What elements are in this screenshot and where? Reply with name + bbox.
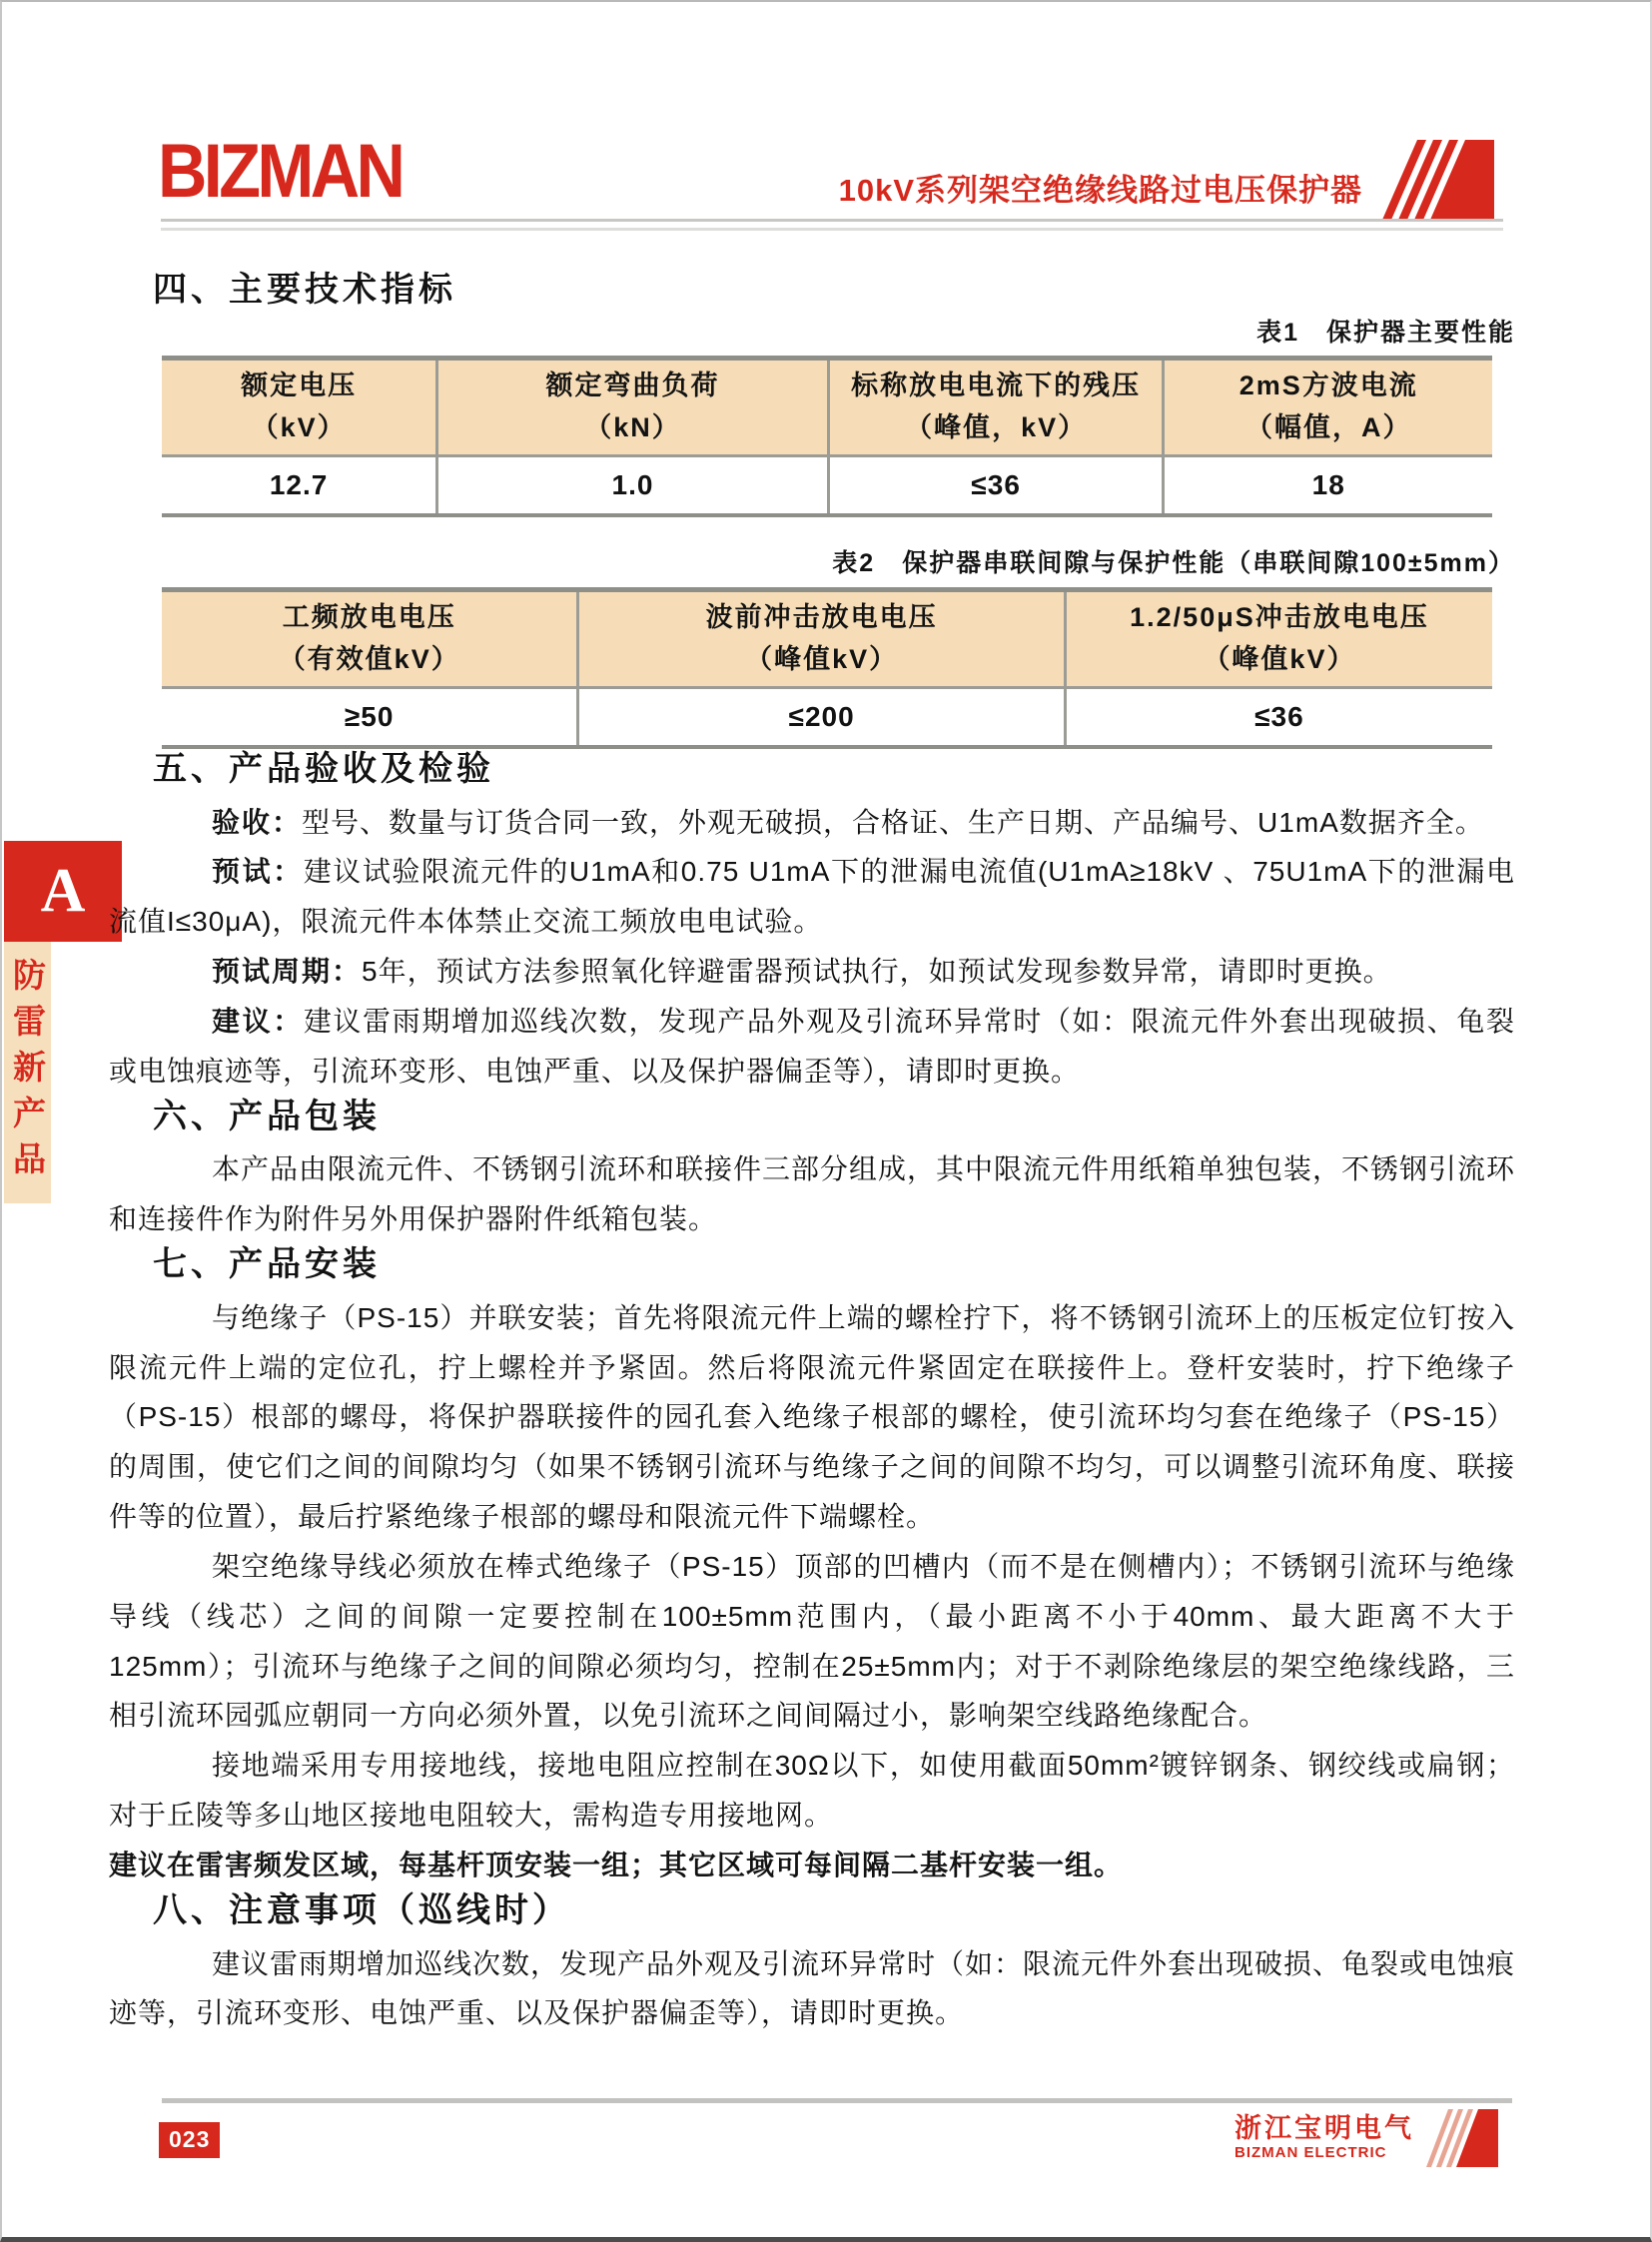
header-stripes-icon [1382, 140, 1494, 220]
table2-gap-performance [162, 587, 1492, 749]
installation-paragraph-1: 与绝缘子（PS-15）并联安装；首先将限流元件上端的螺栓拧下，将不锈钢引流环上的压板定位钉按入限流元件上端的定位孔，拧上螺栓并予紧固。然后将限流元件紧固定在联接件上。登杆安装时，拧下绝缘子（PS-15）根部的螺母，将保护器联接件的园孔套入绝缘子根部的螺栓，使引流环均匀套在绝缘子（PS-15）的周围，使它们之间的间隙均匀（如果不锈钢引流环与绝缘子之间的间隙不均匀，可以调整引流环角度、联接件等的位置），最后拧紧绝缘子根部的螺母和限流元件下端螺栓。 [109, 1301, 1515, 1533]
installation-paragraph-2: 架空绝缘导线必须放在棒式绝缘子（PS-15）顶部的凹槽内（而不是在侧槽内）；不锈钢引流环与绝缘导线（线芯）之间的间隙一定要控制在100±5mm范围内，（最小距离不小于40mm、最大距离不大于125mm）；引流环与绝缘子之间的间隙必须均匀，控制在25±5mm内；对于不剥除绝缘层的架空绝缘线路，三相引流环园弧应朝同一方向必须外置，以免引流环之间间隔过小，影响架空线路绝缘配合。 [109, 1550, 1515, 1732]
footer-stripes-icon [1426, 2109, 1498, 2167]
footer-divider-line [162, 2098, 1512, 2103]
table2-value-impulse-discharge: ≤36 [1065, 687, 1492, 747]
table1-col-bending-load: 额定弯曲负荷 （kN） [437, 359, 829, 456]
sidebar-tab [4, 841, 122, 1203]
pretest-cycle-paragraph: 预试周期：5年，预试方法参照氧化锌避雷器预试执行，如预试发现参数异常，请即时更换。 [212, 956, 1392, 988]
suggestion-label: 建议： [212, 1005, 304, 1037]
table2-value-wavefront-impulse: ≤200 [578, 687, 1066, 747]
section-8-heading: 八、注意事项（巡线时） [153, 1890, 570, 1929]
table1-caption: 表1 保护器主要性能 [1256, 318, 1515, 347]
section-7-heading: 七、产品安装 [153, 1245, 381, 1284]
page-number-badge: 023 [159, 2122, 220, 2158]
acceptance-label: 验收： [212, 806, 303, 838]
suggestion-paragraph: 建议：建议雷雨期增加巡线次数，发现产品外观及引流环异常时（如：限流元件外套出现破损、龟裂或电蚀痕迹等，引流环变形、电蚀严重、以及保护器偏歪等），请即时更换。 [109, 1005, 1515, 1087]
section-5-heading: 五、产品验收及检验 [153, 749, 494, 788]
installation-paragraph-3: 接地端采用专用接地线，接地电阻应控制在30Ω以下，如使用截面50mm²镀锌钢条、钢绞线或扁钢；对于丘陵等多山地区接地电阻较大，需构造专用接地网。 [109, 1750, 1515, 1832]
pretest-paragraph: 预试：建议试验限流元件的U1mA和0.75 U1mA下的泄漏电流值(U1mA≥18kV 、75U1mA下的泄漏电流值I≤30μA)，限流元件本体禁止交流工频放电电试验。 [109, 856, 1515, 938]
table2-col-wavefront-impulse: 波前冲击放电电压 （峰值kV） [578, 589, 1066, 687]
table1-header-row [162, 359, 1492, 456]
section-4-heading: 四、主要技术指标 [153, 271, 456, 309]
table2-header-row [162, 589, 1492, 687]
company-name-cn: 浙江宝明电气 [1235, 2113, 1414, 2144]
header-divider-line [161, 219, 1503, 222]
pretest-label: 预试： [212, 856, 304, 888]
table2-value-power-frequency: ≥50 [344, 700, 395, 732]
table2-col-impulse-discharge: 1.2/50μS冲击放电电压 （峰值kV） [1065, 589, 1492, 687]
table1-value-residual-voltage: ≤36 [828, 456, 1164, 516]
sidebar-category-label: 防雷新产品 [4, 942, 51, 1203]
footer-brand [1235, 2109, 1498, 2167]
table2-col-power-frequency: 工频放电电压 （有效值kV） [162, 589, 578, 687]
page-title: 10kV系列架空绝缘线路过电压保护器 [838, 173, 1362, 208]
table1-value-rated-voltage: 12.7 [269, 469, 329, 501]
company-name-en: BIZMAN ELECTRIC [1235, 2143, 1387, 2161]
table1-value-bending-load: 1.0 [437, 456, 829, 516]
patrol-notice-paragraph: 建议雷雨期增加巡线次数，发现产品外观及引流环异常时（如：限流元件外套出现破损、龟裂或电蚀痕迹等，引流环变形、电蚀严重、以及保护器偏歪等），请即时更换。 [109, 1947, 1516, 2029]
table1-value-square-wave-current: 18 [1164, 456, 1492, 516]
header-divider-line-2 [161, 228, 1503, 231]
table1-col-square-wave-current: 2mS方波电流 （幅值，A） [1164, 359, 1492, 456]
pretest-cycle-label: 预试周期： [212, 956, 363, 988]
footer-company-name [1235, 2114, 1414, 2162]
acceptance-paragraph: 验收：型号、数量与订货合同一致，外观无破损，合格证、生产日期、产品编号、U1mA数据齐全。 [212, 806, 1484, 838]
table2-value-row [162, 687, 1492, 747]
company-logo: BIZMAN [158, 129, 403, 214]
section-6-heading: 六、产品包装 [153, 1097, 381, 1135]
table2-caption: 表2 保护器串联间隙与保护性能（串联间隙100±5mm） [832, 549, 1515, 578]
installation-bold-note: 建议在雷害频发区域，每基杆顶安装一组；其它区域可每间隔二基杆安装一组。 [109, 1849, 1124, 1880]
table1-col-rated-voltage: 额定电压 （kV） [162, 359, 437, 456]
main-content [109, 270, 1515, 2038]
table1-value-row [162, 456, 1492, 516]
packaging-paragraph: 本产品由限流元件、不锈钢引流环和联接件三部分组成，其中限流元件用纸箱单独包装，不锈钢引流环和连接件作为附件另外用保护器附件纸箱包装。 [109, 1153, 1516, 1235]
table1-main-performance [162, 356, 1492, 517]
table1-col-residual-voltage: 标称放电电流下的残压 （峰值，kV） [828, 359, 1164, 456]
section-letter-badge: A [4, 841, 122, 942]
